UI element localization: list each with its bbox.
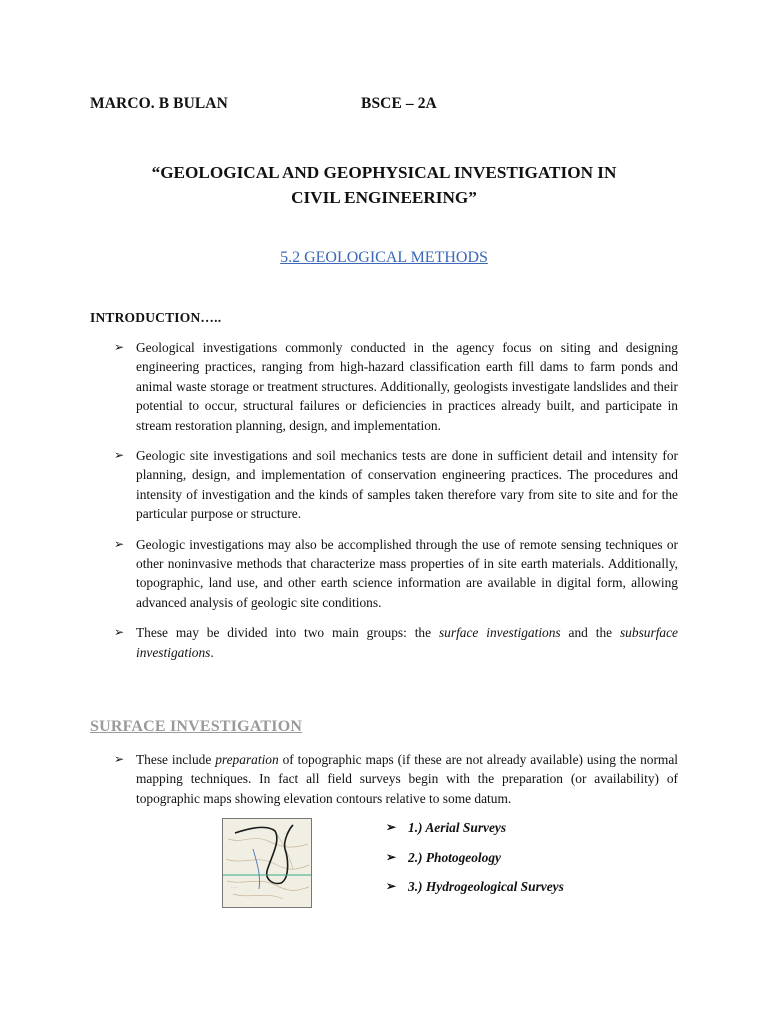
header-row [90, 95, 437, 113]
list-item [386, 818, 564, 848]
introduction-list [114, 338, 678, 673]
method-label: 3.) Hydrogeological Surveys [408, 879, 564, 894]
section-heading-link[interactable]: 5.2 GEOLOGICAL METHODS [280, 249, 488, 266]
surface-investigation-heading: SURFACE INVESTIGATION [90, 718, 303, 735]
arrow-bullet-icon: ➢ [114, 625, 125, 640]
arrow-bullet-icon: ➢ [114, 752, 125, 766]
list-item [114, 338, 678, 435]
arrow-bullet-icon: ➢ [114, 340, 125, 354]
svg-text:·· ··: ·· ·· [231, 885, 238, 890]
introduction-heading: INTRODUCTION….. [90, 310, 222, 325]
list-item-text: These may be divided into two main groups: the surface investigations and the subsurface investigations. [136, 625, 678, 660]
list-item-text: Geological investigations commonly conducted in the agency focus on siting and designing engineering practices, ranging from high-hazard classification earth fill dams to farm ponds and animal waste storage or treatment structures. Additionally, geologists investigate landslides and their potential to occur, structural failures or deficiencies in practices already built, and participate in stream restoration planning, design, and implementation. [136, 340, 678, 433]
list-item [386, 848, 564, 878]
surface-list [114, 750, 678, 819]
list-item [386, 877, 564, 907]
title-line-1: “GEOLOGICAL AND GEOPHYSICAL INVESTIGATION IN [151, 163, 617, 182]
list-item-text: These include preparation of topographic maps (if these are not already available) using the normal mapping techniques. In fact all field surveys begin with the preparation (or availability) of topographic maps showing elevation contours relative to some datum. [136, 752, 678, 806]
arrow-bullet-icon: ➢ [386, 849, 397, 864]
topographic-map-image [222, 818, 312, 908]
emphasis-preparation: preparation [215, 752, 279, 767]
list-item [114, 446, 678, 524]
topographic-map-icon [223, 819, 311, 907]
arrow-bullet-icon: ➢ [114, 536, 125, 551]
arrow-bullet-icon: ➢ [386, 820, 397, 834]
author-name: MARCO. B BULAN [90, 95, 228, 112]
list-item-text: Geologic site investigations and soil mechanics tests are done in sufficient detail and intensity for planning, design, and implementation of conservation engineering practices. The procedures and intensity of investigation and the kinds of samples taken therefore vary from site to site and for the particular purpose or structure. [136, 448, 678, 522]
title-line-2: CIVIL ENGINEERING” [291, 188, 477, 207]
list-item [114, 750, 678, 808]
survey-methods-list [386, 818, 564, 907]
arrow-bullet-icon: ➢ [114, 448, 125, 463]
list-item-text: Geologic investigations may also be accomplished through the use of remote sensing techniques or other noninvasive methods that characterize mass properties of in site earth materials. Additionally, topographic, land use, and other earth science information are available in digital form, allowing advanced analysis of geologic site conditions. [136, 536, 678, 610]
emphasis-subsurface: subsurface investigations [136, 625, 678, 660]
list-item [114, 535, 678, 613]
course-section: BSCE – 2A [361, 95, 437, 112]
svg-text:···: ··· [283, 831, 287, 836]
method-label: 2.) Photogeology [408, 849, 501, 865]
arrow-bullet-icon: ➢ [386, 879, 397, 893]
method-label: 1.) Aerial Surveys [408, 820, 507, 835]
document-title [90, 160, 678, 210]
emphasis-surface: surface investigations [438, 625, 561, 641]
list-item [114, 623, 678, 662]
